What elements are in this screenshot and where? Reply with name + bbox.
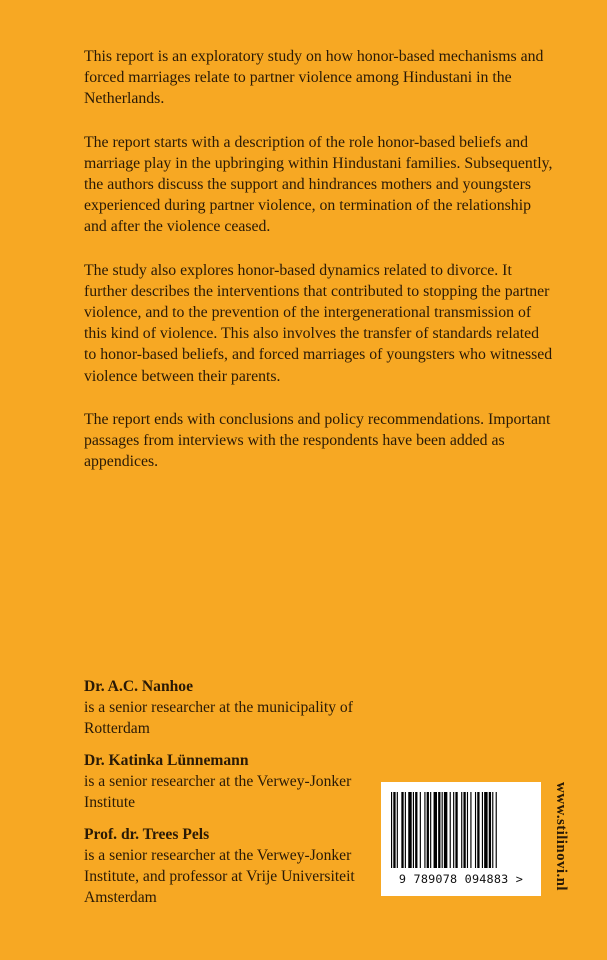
barcode-bar bbox=[438, 792, 440, 868]
author-name: Prof. dr. Trees Pels bbox=[84, 826, 210, 843]
barcode-bar bbox=[391, 792, 392, 868]
barcode-bar bbox=[492, 792, 493, 868]
barcode-bar bbox=[424, 792, 425, 868]
barcode-bar bbox=[393, 792, 395, 868]
author-entry bbox=[84, 676, 364, 739]
barcode-bar bbox=[450, 792, 451, 868]
barcode-bar bbox=[496, 792, 497, 868]
author-entry bbox=[84, 824, 364, 908]
barcode-bar bbox=[475, 792, 476, 868]
barcode-bar bbox=[477, 792, 479, 868]
author-name: Dr. Katinka Lünnemann bbox=[84, 752, 249, 769]
barcode-bar bbox=[453, 792, 454, 868]
barcode-bar bbox=[397, 792, 398, 868]
author-role: is a senior researcher at the Verwey-Jonker Institute bbox=[84, 773, 352, 811]
author-role: is a senior researcher at the Verwey-Jonker Institute, and professor at Vrije Universiteit Amsterdam bbox=[84, 847, 355, 906]
blurb-paragraph-2: The report starts with a description of the role honor-based beliefs and marriage play in the upbringing within Hindustani families. Subsequently, the authors discuss the support and hindrances mothers and youngsters experienced during partner violence, on termination of the relationship and after the violence ceased. bbox=[84, 133, 553, 236]
barcode-bar bbox=[463, 792, 465, 868]
author-name: Dr. A.C. Nanhoe bbox=[84, 678, 194, 695]
barcode-bar bbox=[470, 792, 471, 868]
barcode-bar bbox=[442, 792, 443, 868]
barcode-bar bbox=[405, 792, 406, 868]
barcode-bar bbox=[401, 792, 403, 868]
barcode-bar bbox=[455, 792, 457, 868]
blurb-paragraph-1: This report is an exploratory study on how honor-based mechanisms and forced marriages relate to partner violence among Hindustani in the Netherlands. bbox=[84, 48, 544, 108]
barcode-bar bbox=[413, 792, 414, 868]
barcode-bar bbox=[482, 792, 483, 868]
isbn-barcode bbox=[381, 782, 541, 896]
barcode-bar bbox=[434, 792, 437, 868]
barcode-bar bbox=[461, 792, 462, 868]
barcode-bars bbox=[391, 792, 531, 868]
author-entry bbox=[84, 750, 364, 813]
barcode-bar bbox=[430, 792, 431, 868]
barcode-bar bbox=[420, 792, 421, 868]
author-list bbox=[84, 676, 364, 919]
blurb-text bbox=[84, 46, 554, 494]
barcode-bar bbox=[467, 792, 468, 868]
barcode-bar bbox=[444, 792, 447, 868]
barcode-bar bbox=[484, 792, 487, 868]
barcode-bar bbox=[427, 792, 429, 868]
isbn-number: 9 789078 094883 > bbox=[398, 872, 524, 886]
publisher-website: www.stilinovi.nl bbox=[553, 782, 569, 891]
barcode-bar bbox=[408, 792, 411, 868]
author-role: is a senior researcher at the municipality of Rotterdam bbox=[84, 699, 353, 737]
barcode-bar bbox=[489, 792, 491, 868]
barcode-bar bbox=[415, 792, 417, 868]
blurb-paragraph-4: The report ends with conclusions and policy recommendations. Important passages from interviews with the respondents have been added as appendices. bbox=[84, 410, 551, 471]
blurb-paragraph-3: The study also explores honor-based dynamics related to divorce. It further describes the interventions that contributed to stopping the partner violence, and to the prevention of the intergenerational transmission of this kind of violence. This also involves the transfer of standards related to honor-based beliefs, and forced marriages of youngsters who witnessed violence between their parents. bbox=[84, 261, 553, 385]
